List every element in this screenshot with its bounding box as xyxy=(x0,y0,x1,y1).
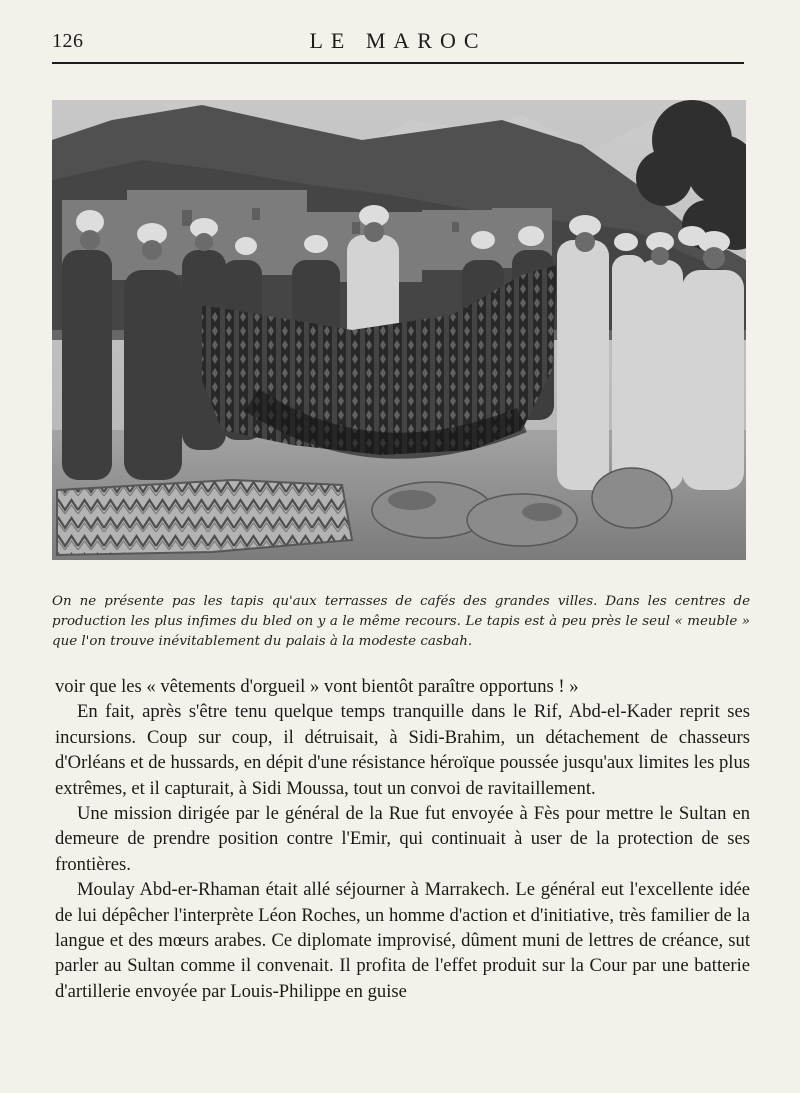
photo-illustration xyxy=(52,100,746,560)
paragraph: Moulay Abd-er-Rhaman était allé séjourner à Marrakech. Le général eut l'excellente idée de lui dépêcher l'interprète Léon Roches, un homme d'action et d'initiative, très familier de la langue et des mœurs arabes. Ce diplomate improvisé, dûment muni de lettres de créance, sut parler au Sultan comme il convenait. Il profita de l'effet produit sur la Cour par une batterie d'artillerie envoyée par Louis-Philippe en guise xyxy=(55,879,750,1002)
figure-caption: On ne présente pas les tapis qu'aux terrasses de cafés des grandes villes. Dans les centres de production les plus infimes du bled on y a le même recours. Le tapis est à peu près le seul « meuble » que l'on trouve inévitablement du palais à la modeste casbah. xyxy=(52,594,750,650)
paragraph: En fait, après s'être tenu quelque temps tranquille dans le Rif, Abd-el-Kader reprit ses incursions. Coup sur coup, il détruisait, à Sidi-Brahim, un détachement de chasseurs d'Orléans et de hussards, en dépit d'une résistance héroïque poussée jusqu'aux limites les plus extrêmes, et il capturait, à Sidi Moussa, tout un convoi de ravitaillement. xyxy=(55,701,750,799)
page-number: 126 xyxy=(52,30,84,52)
carpet-photograph xyxy=(52,100,746,560)
body-text xyxy=(55,674,750,1004)
paragraph: voir que les « vêtements d'orgueil » vont bientôt paraître opportuns ! » xyxy=(55,676,579,697)
running-title: LE MAROC xyxy=(309,28,487,53)
paragraph: Une mission dirigée par le général de la Rue fut envoyée à Fès pour mettre le Sultan en demeure de prendre position contre l'Emir, qui continuait à user de la protection de ses frontières. xyxy=(55,803,750,875)
page-header xyxy=(52,28,744,58)
header-rule xyxy=(52,62,744,64)
